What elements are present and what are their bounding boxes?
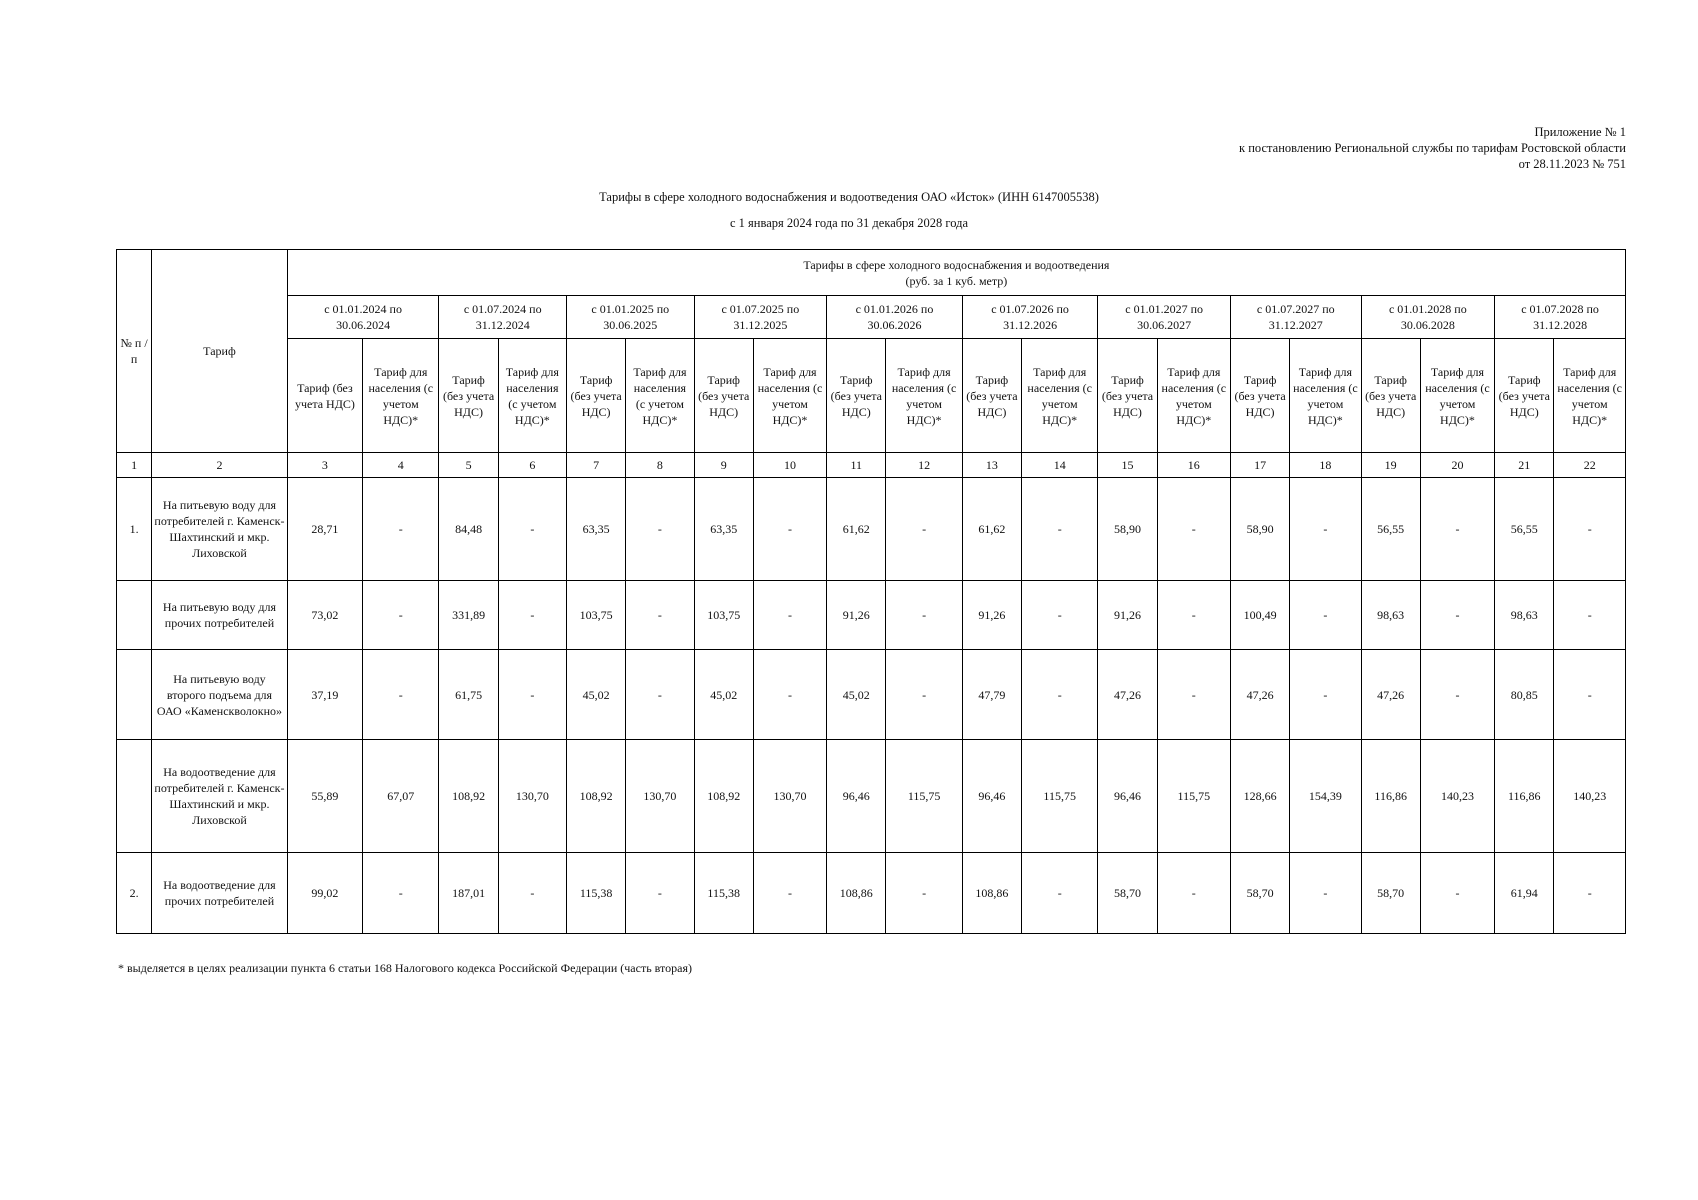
column-number: 10 — [753, 453, 826, 478]
cell-tariff-population: - — [886, 650, 962, 740]
subheader-tariff-population: Тариф для населения (с учетом НДС)* — [1157, 339, 1230, 453]
column-number: 19 — [1361, 453, 1420, 478]
group-header-unit: (руб. за 1 куб. метр) — [905, 273, 1008, 288]
subheader-tariff-population: Тариф для населения (с учетом НДС)* — [886, 339, 962, 453]
cell-tariff-without-vat: 100,49 — [1230, 581, 1289, 650]
cell-tariff-without-vat: 99,02 — [287, 853, 362, 934]
cell-tariff-without-vat: 103,75 — [567, 581, 626, 650]
cell-tariff-without-vat: 84,48 — [439, 478, 498, 581]
cell-tariff-without-vat: 58,90 — [1230, 478, 1289, 581]
cell-tariff-population: - — [1022, 581, 1098, 650]
column-number: 8 — [626, 453, 694, 478]
subheader-tariff-without-vat: Тариф (без учета НДС) — [827, 339, 886, 453]
row-number — [117, 650, 152, 740]
period-end: 31.12.2026 — [1003, 318, 1058, 332]
cell-tariff-without-vat: 96,46 — [1098, 740, 1157, 853]
cell-tariff-without-vat: 63,35 — [567, 478, 626, 581]
cell-tariff-population: - — [1290, 478, 1361, 581]
cell-tariff-without-vat: 96,46 — [962, 740, 1021, 853]
period-end: 30.06.2026 — [867, 318, 922, 332]
subheader-tariff-without-vat: Тариф (без учета НДС) — [1230, 339, 1289, 453]
row-number: 1. — [117, 478, 152, 581]
subheader-tariff-population: Тариф для населения (с учетом НДС)* — [1290, 339, 1361, 453]
cell-tariff-without-vat: 98,63 — [1495, 581, 1554, 650]
period-start: с 01.01.2024 по — [324, 302, 402, 316]
cell-tariff-population: - — [1420, 581, 1494, 650]
period-end: 31.12.2024 — [475, 318, 530, 332]
column-number: 21 — [1495, 453, 1554, 478]
cell-tariff-population: 115,75 — [886, 740, 962, 853]
row-number — [117, 740, 152, 853]
cell-tariff-without-vat: 63,35 — [694, 478, 753, 581]
column-number: 16 — [1157, 453, 1230, 478]
row-tariff-name: На водоотведение для потребителей г. Каменск-Шахтинский и мкр. Лиховской — [152, 740, 288, 853]
cell-tariff-without-vat: 108,86 — [827, 853, 886, 934]
column-number: 12 — [886, 453, 962, 478]
cell-tariff-population: - — [753, 478, 826, 581]
document-subtitle: с 1 января 2024 года по 31 декабря 2028 года — [729, 216, 968, 230]
period-start: с 01.07.2027 по — [1256, 302, 1335, 316]
cell-tariff-without-vat: 91,26 — [827, 581, 886, 650]
cell-tariff-without-vat: 91,26 — [1098, 581, 1157, 650]
cell-tariff-population: - — [1290, 853, 1361, 934]
column-number: 4 — [363, 453, 439, 478]
cell-tariff-population: - — [1554, 853, 1626, 934]
period-header — [1230, 296, 1361, 339]
cell-tariff-without-vat: 115,38 — [694, 853, 753, 934]
cell-tariff-without-vat: 91,26 — [962, 581, 1021, 650]
cell-tariff-population: 140,23 — [1554, 740, 1626, 853]
subheader-tariff-without-vat: Тариф (без учета НДС) — [962, 339, 1021, 453]
cell-tariff-population: - — [1290, 650, 1361, 740]
column-number: 2 — [152, 453, 288, 478]
subheader-tariff-without-vat: Тариф (без учета НДС) — [567, 339, 626, 453]
subheader-tariff-without-vat: Тариф (без учета НДС) — [1098, 339, 1157, 453]
subheader-tariff-without-vat: Тариф (без учета НДС) — [287, 339, 362, 453]
period-start: с 01.01.2026 по — [855, 302, 934, 316]
cell-tariff-population: - — [1022, 853, 1098, 934]
column-number: 13 — [962, 453, 1021, 478]
cell-tariff-without-vat: 47,26 — [1361, 650, 1420, 740]
row-number: 2. — [117, 853, 152, 934]
subheader-tariff-population: Тариф для населения (с учетом НДС)* — [498, 339, 566, 453]
table-row — [117, 581, 1626, 650]
cell-tariff-population: 154,39 — [1290, 740, 1361, 853]
cell-tariff-without-vat: 80,85 — [1495, 650, 1554, 740]
column-number: 6 — [498, 453, 566, 478]
cell-tariff-population: - — [1554, 650, 1626, 740]
period-end: 30.06.2028 — [1400, 318, 1455, 332]
cell-tariff-without-vat: 47,26 — [1098, 650, 1157, 740]
appendix-reference — [1239, 124, 1626, 172]
column-header-number: № п /п — [117, 250, 152, 453]
period-end: 31.12.2028 — [1533, 318, 1588, 332]
cell-tariff-without-vat: 103,75 — [694, 581, 753, 650]
cell-tariff-without-vat: 108,92 — [567, 740, 626, 853]
cell-tariff-population: - — [1554, 478, 1626, 581]
column-number: 5 — [439, 453, 498, 478]
cell-tariff-population: - — [1420, 853, 1494, 934]
period-header — [1098, 296, 1231, 339]
cell-tariff-without-vat: 58,70 — [1230, 853, 1289, 934]
table-row — [117, 650, 1626, 740]
period-header — [962, 296, 1098, 339]
period-header — [439, 296, 567, 339]
row-tariff-name: На питьевую воду для прочих потребителей — [152, 581, 288, 650]
column-header-tariff: Тариф — [152, 250, 288, 453]
column-number: 20 — [1420, 453, 1494, 478]
cell-tariff-without-vat: 58,70 — [1098, 853, 1157, 934]
cell-tariff-without-vat: 128,66 — [1230, 740, 1289, 853]
cell-tariff-population: - — [626, 853, 694, 934]
subheader-tariff-population: Тариф для населения (с учетом НДС)* — [363, 339, 439, 453]
cell-tariff-population: - — [1157, 478, 1230, 581]
column-number: 15 — [1098, 453, 1157, 478]
column-number: 17 — [1230, 453, 1289, 478]
table-row — [117, 740, 1626, 853]
appendix-number: Приложение № 1 — [1534, 125, 1626, 139]
period-start: с 01.01.2027 по — [1125, 302, 1204, 316]
cell-tariff-without-vat: 37,19 — [287, 650, 362, 740]
period-header — [1495, 296, 1626, 339]
period-end: 30.06.2025 — [603, 318, 658, 332]
subheader-tariff-population: Тариф для населения (с учетом НДС)* — [1554, 339, 1626, 453]
cell-tariff-without-vat: 115,38 — [567, 853, 626, 934]
cell-tariff-without-vat: 61,94 — [1495, 853, 1554, 934]
row-tariff-name: На питьевую воду второго подъема для ОАО «Каменскволокно» — [152, 650, 288, 740]
subheader-tariff-without-vat: Тариф (без учета НДС) — [694, 339, 753, 453]
cell-tariff-population: - — [886, 853, 962, 934]
cell-tariff-population: - — [753, 853, 826, 934]
column-number: 3 — [287, 453, 362, 478]
cell-tariff-population: 130,70 — [753, 740, 826, 853]
period-start: с 01.07.2028 по — [1521, 302, 1599, 316]
cell-tariff-population: 115,75 — [1157, 740, 1230, 853]
cell-tariff-population: - — [1157, 581, 1230, 650]
period-end: 30.06.2024 — [336, 318, 391, 332]
cell-tariff-without-vat: 58,70 — [1361, 853, 1420, 934]
period-header — [567, 296, 695, 339]
column-number: 7 — [567, 453, 626, 478]
cell-tariff-without-vat: 45,02 — [827, 650, 886, 740]
row-number — [117, 581, 152, 650]
cell-tariff-population: - — [1420, 478, 1494, 581]
cell-tariff-population: - — [363, 581, 439, 650]
cell-tariff-population: - — [498, 478, 566, 581]
cell-tariff-without-vat: 187,01 — [439, 853, 498, 934]
cell-tariff-without-vat: 47,26 — [1230, 650, 1289, 740]
cell-tariff-population: - — [886, 581, 962, 650]
row-tariff-name: На водоотведение для прочих потребителей — [152, 853, 288, 934]
column-number: 9 — [694, 453, 753, 478]
subheader-tariff-without-vat: Тариф (без учета НДС) — [1361, 339, 1420, 453]
cell-tariff-without-vat: 116,86 — [1361, 740, 1420, 853]
cell-tariff-population: - — [498, 650, 566, 740]
cell-tariff-without-vat: 45,02 — [694, 650, 753, 740]
period-header — [287, 296, 439, 339]
table-row — [117, 853, 1626, 934]
period-start: с 01.07.2025 по — [721, 302, 800, 316]
cell-tariff-without-vat: 116,86 — [1495, 740, 1554, 853]
cell-tariff-population: - — [626, 581, 694, 650]
column-number: 22 — [1554, 453, 1626, 478]
appendix-date: от 28.11.2023 № 751 — [1518, 157, 1626, 171]
cell-tariff-without-vat: 73,02 — [287, 581, 362, 650]
cell-tariff-population: 130,70 — [626, 740, 694, 853]
cell-tariff-without-vat: 58,90 — [1098, 478, 1157, 581]
column-number: 11 — [827, 453, 886, 478]
cell-tariff-population: - — [886, 478, 962, 581]
table-row — [117, 478, 1626, 581]
column-number: 18 — [1290, 453, 1361, 478]
tariffs-table — [116, 249, 1626, 934]
cell-tariff-population: - — [363, 650, 439, 740]
cell-tariff-without-vat: 331,89 — [439, 581, 498, 650]
subheader-tariff-population: Тариф для населения (с учетом НДС)* — [1022, 339, 1098, 453]
cell-tariff-without-vat: 108,92 — [694, 740, 753, 853]
cell-tariff-population: - — [1290, 581, 1361, 650]
period-header — [827, 296, 963, 339]
cell-tariff-population: 115,75 — [1022, 740, 1098, 853]
subheader-tariff-population: Тариф для населения (с учетом НДС)* — [626, 339, 694, 453]
cell-tariff-population: 67,07 — [363, 740, 439, 853]
subheader-tariff-population: Тариф для населения (с учетом НДС)* — [1420, 339, 1494, 453]
cell-tariff-without-vat: 45,02 — [567, 650, 626, 740]
cell-tariff-without-vat: 28,71 — [287, 478, 362, 581]
cell-tariff-population: - — [498, 581, 566, 650]
cell-tariff-without-vat: 98,63 — [1361, 581, 1420, 650]
cell-tariff-population: - — [753, 581, 826, 650]
period-start: с 01.01.2025 по — [591, 302, 670, 316]
cell-tariff-population: 130,70 — [498, 740, 566, 853]
group-header — [287, 250, 1625, 296]
cell-tariff-without-vat: 56,55 — [1495, 478, 1554, 581]
cell-tariff-population: - — [498, 853, 566, 934]
cell-tariff-population: - — [363, 478, 439, 581]
cell-tariff-population: - — [1554, 581, 1626, 650]
period-header — [694, 296, 827, 339]
document-title: Тарифы в сфере холодного водоснабжения и водоотведения ОАО «Исток» (ИНН 6147005538) — [599, 190, 1099, 204]
cell-tariff-without-vat: 96,46 — [827, 740, 886, 853]
column-number: 1 — [117, 453, 152, 478]
footnote: * выделяется в целях реализации пункта 6 статьи 168 Налогового кодекса Российской Федерации (часть вторая) — [118, 961, 692, 975]
subheader-tariff-without-vat: Тариф (без учета НДС) — [439, 339, 498, 453]
cell-tariff-without-vat: 108,86 — [962, 853, 1021, 934]
group-header-title: Тарифы в сфере холодного водоснабжения и водоотведения — [803, 257, 1110, 272]
cell-tariff-population: - — [363, 853, 439, 934]
period-start: с 01.01.2028 по — [1388, 302, 1467, 316]
cell-tariff-population: - — [1022, 478, 1098, 581]
cell-tariff-without-vat: 108,92 — [439, 740, 498, 853]
row-tariff-name: На питьевую воду для потребителей г. Каменск-Шахтинский и мкр. Лиховской — [152, 478, 288, 581]
period-end: 31.12.2025 — [733, 318, 788, 332]
cell-tariff-without-vat: 47,79 — [962, 650, 1021, 740]
cell-tariff-without-vat: 55,89 — [287, 740, 362, 853]
period-start: с 01.07.2024 по — [463, 302, 542, 316]
cell-tariff-population: - — [626, 650, 694, 740]
cell-tariff-without-vat: 56,55 — [1361, 478, 1420, 581]
appendix-resolution: к постановлению Региональной службы по тарифам Ростовской области — [1239, 141, 1626, 155]
cell-tariff-population: - — [753, 650, 826, 740]
period-end: 30.06.2027 — [1137, 318, 1192, 332]
cell-tariff-population: - — [626, 478, 694, 581]
cell-tariff-population: - — [1022, 650, 1098, 740]
period-start: с 01.07.2026 по — [991, 302, 1069, 316]
cell-tariff-population: - — [1420, 650, 1494, 740]
subheader-tariff-without-vat: Тариф (без учета НДС) — [1495, 339, 1554, 453]
cell-tariff-population: - — [1157, 650, 1230, 740]
cell-tariff-population: - — [1157, 853, 1230, 934]
period-header — [1361, 296, 1495, 339]
cell-tariff-without-vat: 61,75 — [439, 650, 498, 740]
cell-tariff-without-vat: 61,62 — [962, 478, 1021, 581]
subheader-tariff-population: Тариф для населения (с учетом НДС)* — [753, 339, 826, 453]
cell-tariff-population: 140,23 — [1420, 740, 1494, 853]
cell-tariff-without-vat: 61,62 — [827, 478, 886, 581]
column-number: 14 — [1022, 453, 1098, 478]
period-end: 31.12.2027 — [1268, 318, 1323, 332]
